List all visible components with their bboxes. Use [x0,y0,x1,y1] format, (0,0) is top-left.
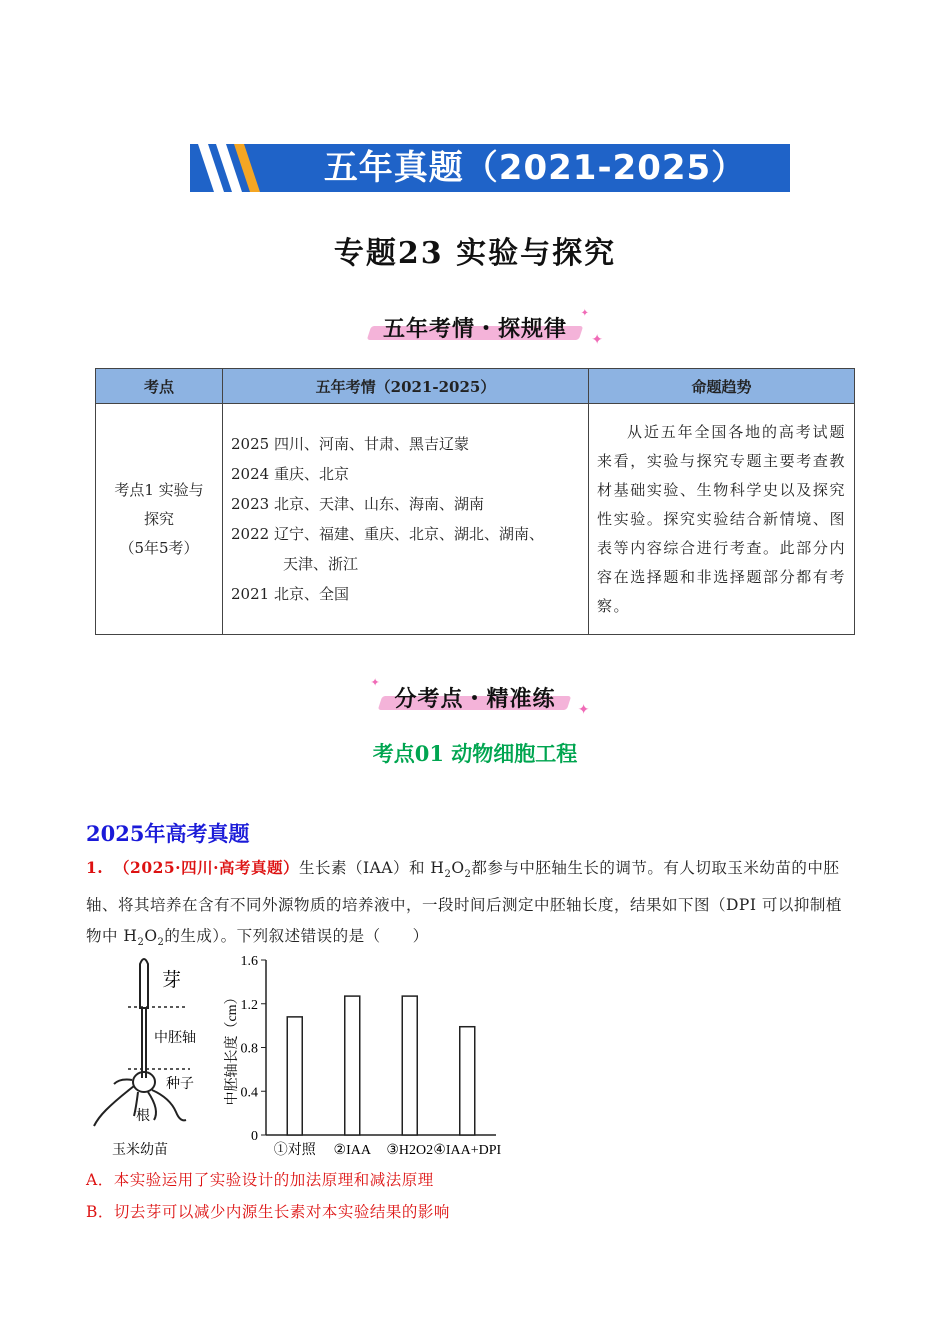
header-years: 五年考情（2021-2025） [223,369,589,404]
label-caption: 玉米幼苗 [112,1143,168,1158]
question-source: （2025·四川·高考真题） [114,858,299,877]
trend-cell: 从近五年全国各地的高考试题来看，实验与探究专题主要考查教材基础实验、生物科学史以及探究性实验。探究实验结合新情境、图表等内容综合进行考查。此部分内容在选择题和非选择题部分都有考察。 [589,404,855,635]
bar [287,1017,302,1135]
question-1: 1. （2025·四川·高考真题）生长素（IAA）和 $H_2O_2$都参与中胚轴生长的调节。有人切取玉米幼苗的中胚轴、将其培养在含有不同外源物质的培养液中，一段时间后测定中胚轴长度，结果如下图（DPI 可以抑制植物中 $H_2O_2$的生成）。下列叙述错误的是（ ） [86,858,842,949]
year-heading: 2025年高考真题 [86,821,250,846]
section-title: 五年考情・探规律 [382,317,567,342]
y-tick-label: 1.2 [240,997,258,1013]
x-tick-label: ②IAA [333,1143,371,1158]
x-tick-label: ①对照 [273,1143,316,1158]
sparkle-icon: ✦ [370,676,380,689]
sparkle-icon: ✦ [580,308,589,319]
banner-title: 五年真题（2021-2025） [323,148,747,188]
seedling-and-chart [86,950,516,1165]
bar-chart [223,954,502,1158]
table-row [96,404,855,635]
y-tick-label: 0 [251,1129,258,1144]
header-kaodian: 考点 [96,369,223,404]
years-cell: 2025 四川、河南、甘肃、黑吉辽蒙 2024 重庆、北京 2023 北京、天津、山东、海南、湖南 2022 辽宁、福建、重庆、北京、湖北、湖南、 天津、浙江 2021 北京、全国 [223,404,589,635]
question-number: 1. [86,858,104,877]
kaodian-title: 考点01 动物细胞工程 [372,741,578,766]
section-title: 分考点・精准练 [394,687,556,712]
label-mesocotyl: 中胚轴 [154,1031,196,1046]
label-seed: 种子 [166,1077,194,1092]
option-a[interactable]: A．本实验运用了实验设计的加法原理和减法原理 [86,1171,434,1189]
header-trend: 命题趋势 [589,369,855,404]
x-tick-label: ④IAA+DPI [433,1143,502,1158]
question-figure [86,950,516,1165]
table-header-row [96,369,855,404]
label-bud: 芽 [162,970,182,991]
section-header-practice [0,676,950,718]
x-tick-label: ③H2O2 [386,1143,434,1158]
section-header-five-year [0,308,950,348]
sparkle-icon: ✦ [591,332,603,348]
sparkle-icon: ✦ [577,702,590,718]
bar [345,996,360,1135]
option-b[interactable]: B．切去芽可以减少内源生长素对本实验结果的影响 [86,1203,450,1221]
y-tick-label: 0.4 [240,1085,258,1101]
y-tick-label: 1.6 [240,954,258,969]
y-axis-label: 中胚轴长度（cm） [225,990,240,1106]
y-tick-label: 0.8 [240,1041,258,1057]
exam-overview-table [95,368,855,635]
banner-stripes-decoration [190,144,280,192]
topic-title: 专题23 实验与探究 [333,236,617,271]
label-root: 根 [136,1109,150,1124]
kaodian-cell: 考点1 实验与 探究 （5年5考） [96,404,223,635]
bar [460,1027,475,1135]
bar [402,996,417,1135]
title-banner [190,144,790,192]
